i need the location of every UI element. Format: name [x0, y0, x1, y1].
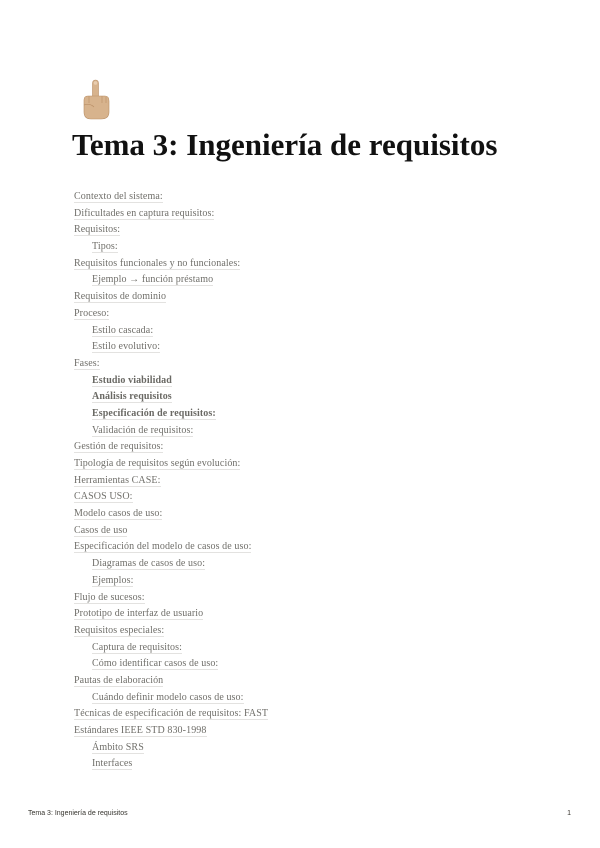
toc-link[interactable]: Gestión de requisitos: [74, 441, 164, 453]
toc-item [74, 256, 494, 273]
toc-item [74, 489, 494, 506]
toc-item [74, 673, 494, 690]
toc-link[interactable]: Interfaces [92, 758, 133, 770]
toc-item [74, 206, 494, 223]
toc-link[interactable]: Requisitos especiales: [74, 624, 165, 636]
toc-item [74, 640, 494, 657]
toc-link[interactable]: Ejemplos: [92, 574, 134, 586]
toc-item [74, 356, 494, 373]
toc-link[interactable]: Estudio viabilidad [92, 374, 172, 386]
toc-link[interactable]: Estilo cascada: [92, 324, 154, 336]
toc-link[interactable]: Modelo casos de uso: [74, 508, 163, 520]
toc-item [74, 706, 494, 723]
toc-item [74, 222, 494, 239]
toc-item [74, 406, 494, 423]
toc-item [74, 239, 494, 256]
toc-link[interactable]: Casos de uso [74, 524, 128, 536]
toc-link[interactable]: Validación de requisitos: [92, 424, 194, 436]
toc-item [74, 339, 494, 356]
toc-item [74, 306, 494, 323]
toc-link[interactable]: Análisis requisitos [92, 391, 172, 403]
toc-item [74, 506, 494, 523]
hand-gesture-icon [80, 78, 112, 122]
toc-item [74, 740, 494, 757]
toc-link[interactable]: Cómo identificar casos de uso: [92, 658, 219, 670]
toc-item [74, 272, 494, 289]
toc-link[interactable]: Requisitos funcionales y no funcionales: [74, 257, 241, 269]
toc-link[interactable]: Diagramas de casos de uso: [92, 558, 206, 570]
toc-item [74, 323, 494, 340]
toc-link[interactable]: Dificultades en captura requisitos: [74, 207, 215, 219]
toc-link[interactable]: Requisitos: [74, 224, 121, 236]
toc-item [74, 473, 494, 490]
toc-item [74, 456, 494, 473]
toc-link[interactable]: Técnicas de especificación de requisitos: FAST [74, 708, 269, 720]
toc-item [74, 756, 494, 773]
toc-link[interactable]: Tipos: [92, 241, 118, 253]
toc-link[interactable]: Prototipo de interfaz de usuario [74, 608, 204, 620]
toc-link[interactable]: Ejemplo → función préstamo [92, 274, 214, 286]
toc-link[interactable]: Contexto del sistema: [74, 191, 163, 202]
toc-item [74, 423, 494, 440]
toc-link[interactable]: Captura de requisitos: [92, 641, 182, 653]
table-of-contents [74, 189, 494, 773]
toc-link[interactable]: Fases: [74, 357, 100, 369]
toc-item [74, 573, 494, 590]
toc-link[interactable]: Estilo evolutivo: [92, 341, 161, 353]
toc-link[interactable]: Estándares IEEE STD 830-1998 [74, 725, 207, 736]
toc-item [74, 539, 494, 556]
toc-item [74, 556, 494, 573]
page-title: Tema 3: Ingeniería de requisitos [72, 127, 498, 162]
toc-item [74, 389, 494, 406]
toc-item [74, 189, 494, 206]
footer-document-title: Tema 3: Ingeniería de requisitos [28, 810, 128, 817]
footer-page-number: 1 [567, 810, 571, 817]
toc-link[interactable]: Pautas de elaboración [74, 674, 164, 686]
toc-link[interactable]: CASOS USO: [74, 491, 133, 503]
toc-link[interactable]: Ámbito SRS [92, 741, 144, 753]
toc-link[interactable]: Cuándo definir modelo casos de uso: [92, 691, 244, 703]
toc-item [74, 656, 494, 673]
toc-item [74, 623, 494, 640]
toc-item [74, 606, 494, 623]
toc-link[interactable]: Proceso: [74, 307, 110, 319]
toc-link[interactable]: Especificación de requisitos: [92, 407, 216, 419]
toc-item [74, 590, 494, 607]
toc-link[interactable]: Herramientas CASE: [74, 474, 161, 486]
toc-item [74, 690, 494, 707]
toc-link[interactable]: Requisitos de dominio [74, 291, 167, 303]
toc-link[interactable]: Especificación del modelo de casos de uso: [74, 541, 252, 553]
toc-item [74, 723, 494, 740]
toc-item [74, 373, 494, 390]
toc-link[interactable]: Tipología de requisitos según evolución: [74, 458, 241, 469]
toc-link[interactable]: Flujo de sucesos: [74, 591, 145, 603]
toc-item [74, 523, 494, 540]
toc-item [74, 289, 494, 306]
toc-item [74, 439, 494, 456]
